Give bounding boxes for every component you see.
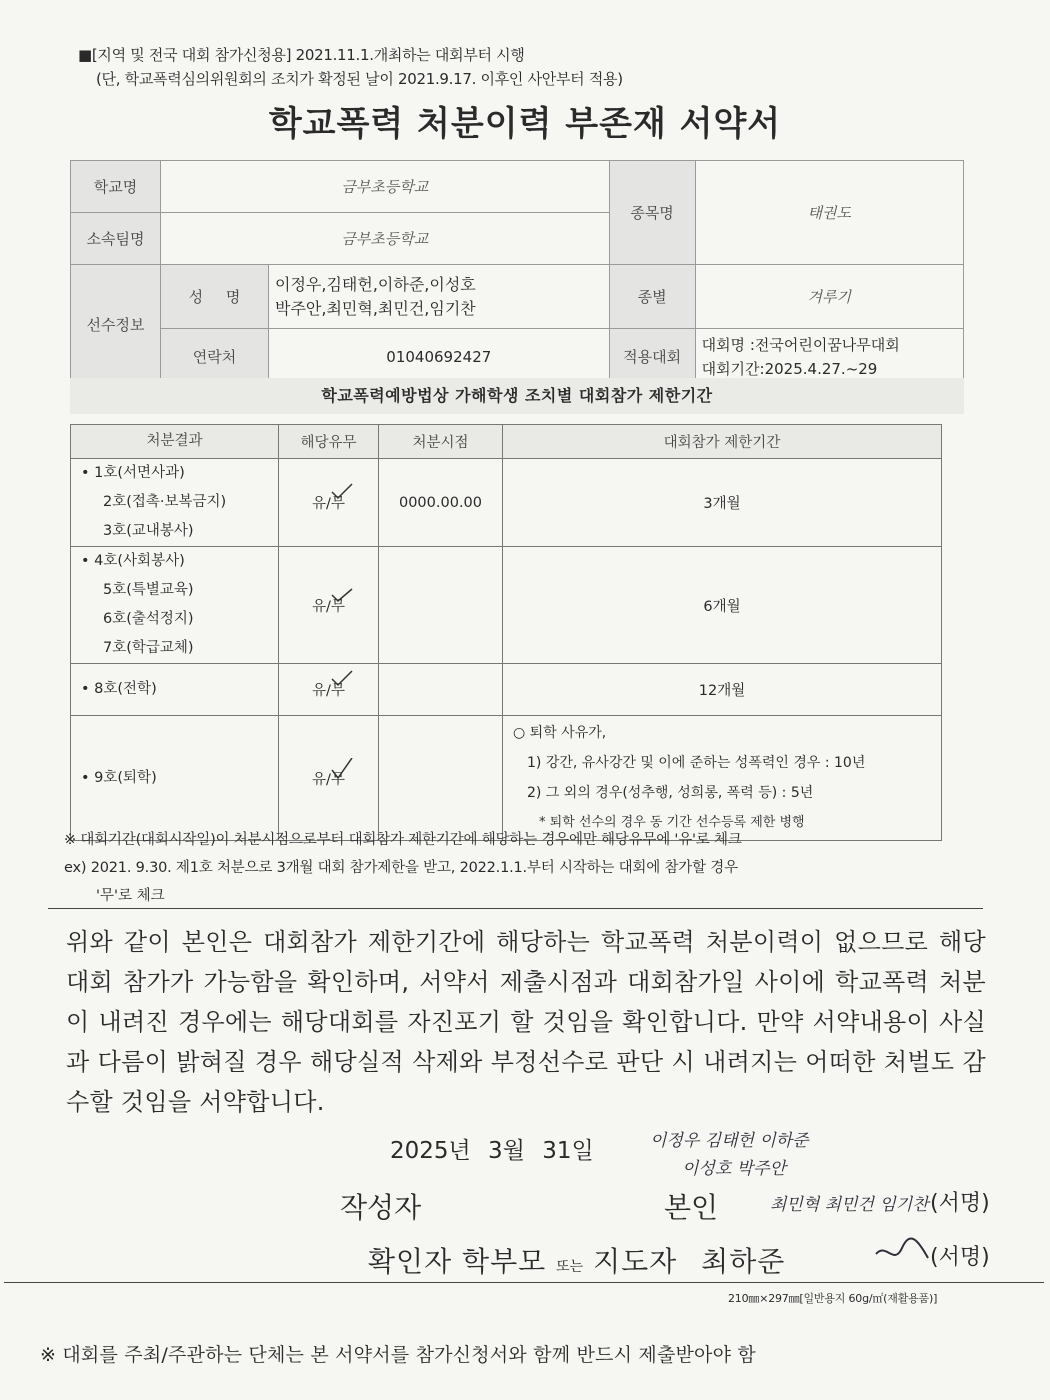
writer-label: 작성자	[340, 1191, 422, 1224]
handwritten-names-line3: 최민혁 최민건 임기찬	[770, 1195, 929, 1215]
header-line2: (단, 학교폭력심의위원회의 조치가 확정된 날이 2021.9.17. 이후인 사안부터 적용)	[96, 70, 623, 88]
player-names	[269, 265, 610, 329]
result-item: 5호(특별교육)	[103, 582, 194, 598]
status-value: 유/무	[312, 679, 345, 700]
coach-label: 지도자	[593, 1245, 678, 1278]
school-value: 금부초등학교	[161, 161, 610, 213]
confirmer-line	[368, 1240, 785, 1280]
table-row	[71, 716, 942, 841]
type-value: 겨루기	[695, 265, 963, 329]
status-value: 유/무	[312, 595, 345, 616]
competition-info	[695, 329, 963, 385]
pledge-text: 위와 같이 본인은 대회참가 제한기간에 해당하는 학교폭력 처분이력이 없으므로 해당 대회 참가가 가능함을 확인하며, 서약서 제출시점과 대회참가일 사이에 학교폭력 처분이 내려진 경우에는 해당대회를 자진포기 할 것임을 확인합니다. 만약 서약내용이 사실과 다름이 밝혀질 경우 해당실적 삭제와 부정선수로 판단 시 내려지는 어떠한 처벌도 감수할 것임을 서약합니다.	[66, 928, 986, 1116]
paper-spec: 210㎜×297㎜[일반용지 60g/㎡(재활용품)]	[728, 1292, 938, 1305]
footer-notice: ※ 대회를 주최/주관하는 단체는 본 서약서를 참가신청서와 함께 반드시 제출받아야 함	[40, 1344, 756, 1366]
status-cell	[279, 664, 379, 716]
contact-value: 01040692427	[269, 329, 610, 385]
confirm-label: 확인자 학부모	[368, 1245, 547, 1278]
coach-name: 최하준	[701, 1245, 786, 1278]
note-line3: '무'로 체크	[96, 888, 165, 904]
note-line1: ※ 대회기간(대회시작일)이 처분시점으로부터 대회참가 제한기간에 해당하는 경우에만 해당유무에 '유'로 체크	[64, 832, 742, 848]
col-date: 처분시점	[379, 425, 503, 459]
event-label: 종목명	[609, 161, 695, 265]
result-item: 7호(학급교체)	[103, 640, 194, 656]
result-cell	[71, 664, 279, 716]
reason-line: ○ 퇴학 사유가,	[513, 725, 607, 741]
date-cell	[379, 547, 503, 664]
penalty-heading: 학교폭력예방법상 가해학생 조치별 대회참가 제한기간	[70, 378, 964, 414]
status-cell	[279, 716, 379, 841]
status-value: 유/무	[312, 768, 345, 789]
or-label: 또는	[556, 1259, 584, 1275]
result-item: • 1호(서면사과)	[81, 465, 185, 481]
result-item: 3호(교내봉사)	[103, 523, 194, 539]
status-cell	[279, 547, 379, 664]
signature-seal: (서명)	[930, 1191, 990, 1216]
reason-line: * 퇴학 선수의 경우 동 기간 선수등록 제한 병행	[539, 815, 805, 830]
table-row	[71, 664, 942, 716]
handwritten-names-line2: 이성호 박주안	[682, 1159, 786, 1179]
checkmark-icon	[330, 482, 354, 502]
handwritten-names-line1: 이정우 김태헌 이하준	[650, 1131, 809, 1151]
limit-cell: 12개월	[503, 664, 942, 716]
result-item: 6호(출석정지)	[103, 611, 194, 627]
date-cell	[379, 716, 503, 841]
col-status: 해당유무	[279, 425, 379, 459]
contact-label: 연락처	[161, 329, 269, 385]
type-label: 종별	[609, 265, 695, 329]
date-cell: 0000.00.00	[379, 459, 503, 547]
result-item: • 8호(전학)	[81, 681, 157, 697]
result-item: • 4호(사회봉사)	[81, 553, 185, 569]
school-label: 학교명	[71, 161, 161, 213]
applied-comp-label: 적용대회	[609, 329, 695, 385]
checkmark-icon	[330, 585, 354, 605]
limit-cell: 6개월	[503, 547, 942, 664]
result-cell	[71, 716, 279, 841]
name-label: 성 명	[161, 265, 269, 329]
result-item: 2호(접촉·보복금지)	[103, 494, 227, 510]
table-row	[71, 547, 942, 664]
dismissal-reasons	[503, 716, 942, 841]
event-value: 태권도	[695, 161, 963, 265]
checkmark-icon	[330, 669, 354, 689]
player-names-line2: 박주안,최민혁,최민건,임기찬	[275, 298, 476, 318]
header-line1: ■[지역 및 전국 대회 참가신청용] 2021.11.1.개최하는 대회부터 시행	[78, 46, 525, 64]
status-cell	[279, 459, 379, 547]
divider	[48, 908, 983, 909]
competition-period: 대회기간:2025.4.27.~29	[701, 359, 878, 378]
team-label: 소속팀명	[71, 213, 161, 265]
coach-signature-seal: (서명)	[930, 1245, 990, 1270]
limit-cell: 3개월	[503, 459, 942, 547]
result-cell	[71, 459, 279, 547]
competition-name: 대회명 :전국어린이꿈나무대회	[701, 335, 900, 354]
reason-line: 1) 강간, 유사강간 및 이에 준하는 성폭력인 경우 : 10년	[527, 755, 866, 771]
team-value: 금부초등학교	[161, 213, 610, 265]
result-item: • 9호(퇴학)	[81, 769, 157, 786]
col-result: 처분결과	[71, 425, 279, 459]
document-title: 학교폭력 처분이력 부존재 서약서	[268, 104, 782, 144]
divider	[4, 1282, 1044, 1283]
status-value: 유/무	[312, 492, 345, 513]
player-names-line1: 이정우,김태헌,이하준,이성호	[275, 274, 476, 294]
table-row	[71, 459, 942, 547]
info-table	[70, 160, 964, 385]
reason-line: 2) 그 외의 경우(성추행, 성희롱, 폭력 등) : 5년	[527, 785, 814, 801]
player-info-label: 선수정보	[71, 265, 161, 385]
checkmark-icon	[330, 758, 354, 782]
col-limit: 대회참가 제한기간	[503, 425, 942, 459]
sign-date: 2025년 3월 31일	[390, 1138, 594, 1164]
result-cell	[71, 547, 279, 664]
signature-scribble-icon	[872, 1234, 932, 1274]
date-cell	[379, 664, 503, 716]
penalty-table	[70, 424, 942, 841]
self-label: 본인	[664, 1191, 719, 1224]
note-line2: ex) 2021. 9.30. 제1호 처분으로 3개월 대회 참가제한을 받고, 2022.1.1.부터 시작하는 대회에 참가할 경우	[64, 860, 738, 876]
